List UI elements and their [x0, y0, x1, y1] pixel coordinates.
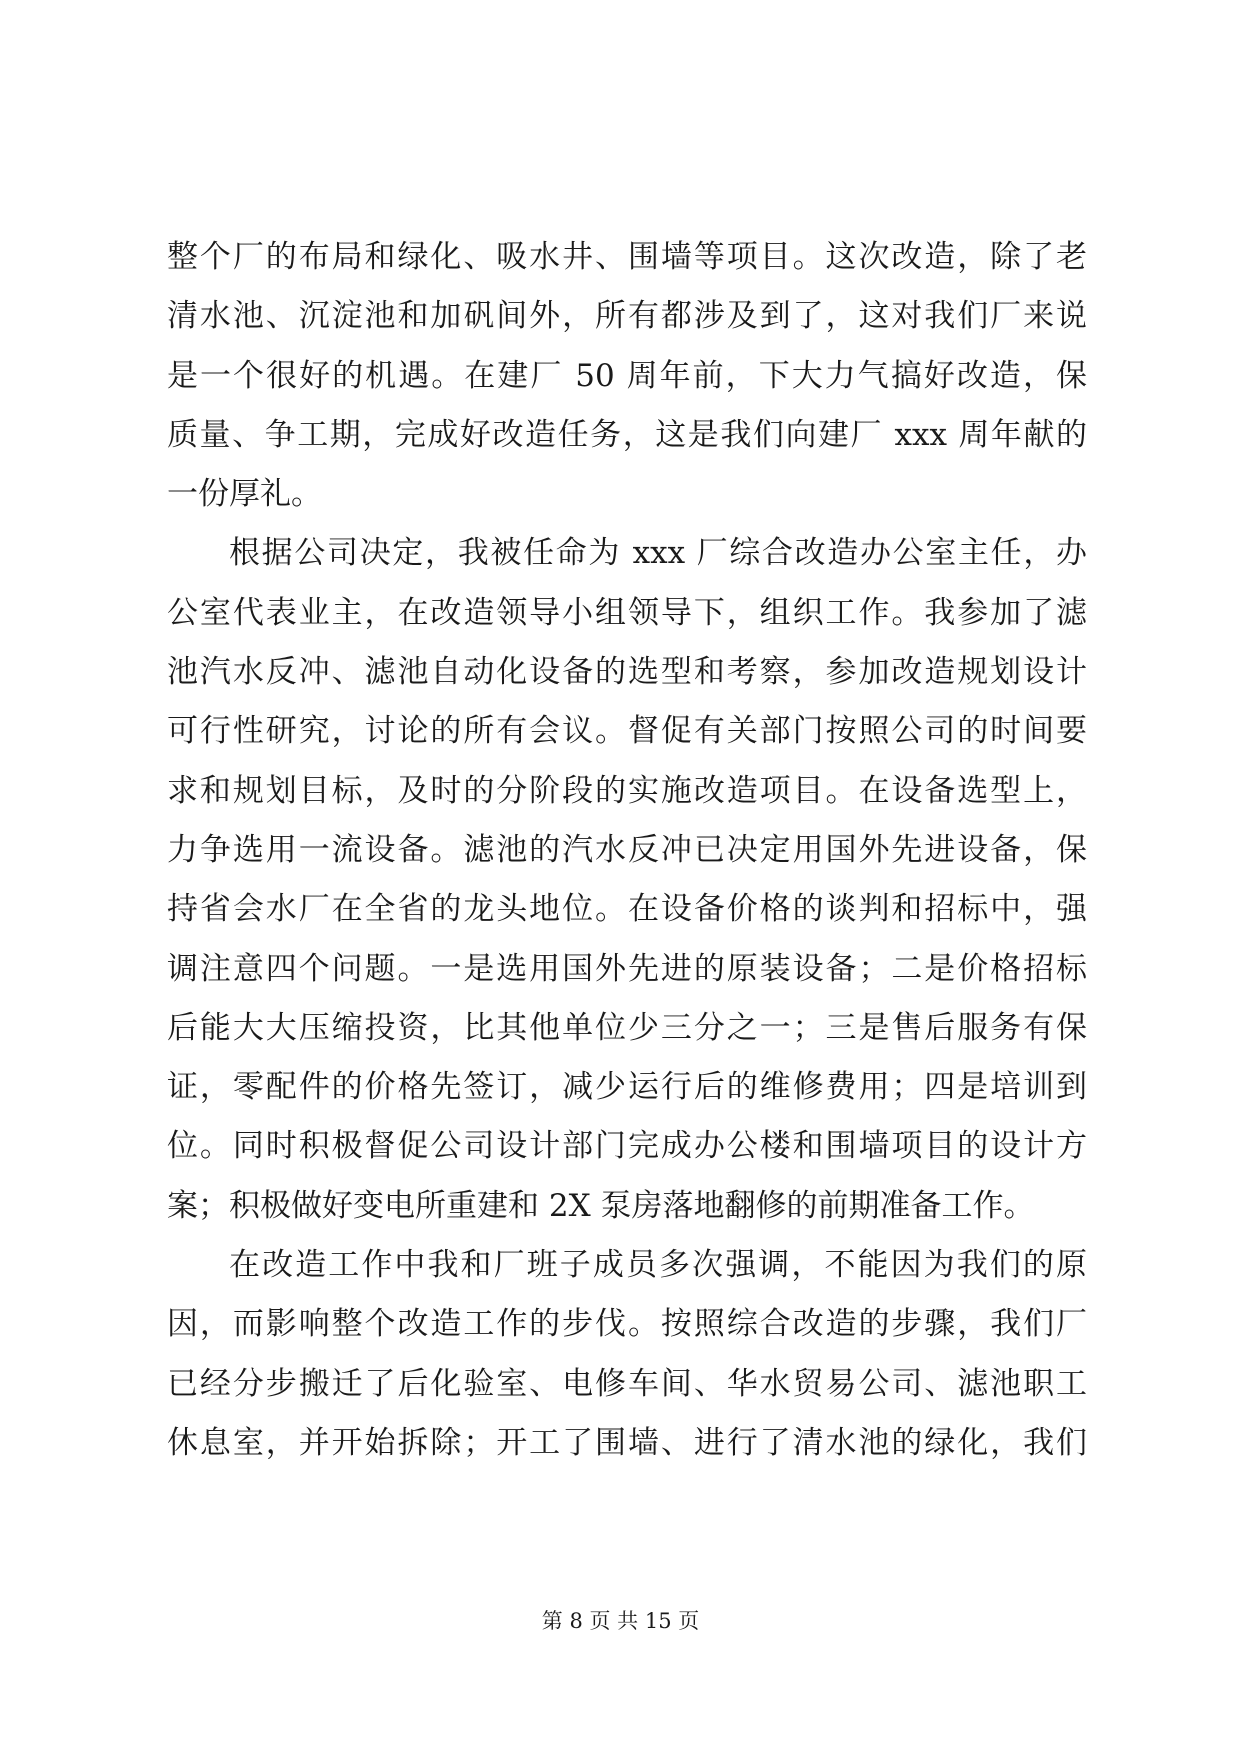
body-text [167, 228, 1087, 1473]
text-line: 是一个很好的机遇。在建厂 50 周年前，下大力气搞好改造，保 [167, 357, 1087, 394]
page-number-footer: 第 8 页 共 15 页 [541, 1609, 700, 1633]
text-line: 持省会水厂在全省的龙头地位。在设备价格的谈判和招标中，强 [167, 891, 1087, 928]
text-line: 质量、争工期，完成好改造任务，这是我们向建厂 xxx 周年献的 [167, 416, 1087, 453]
text-line: 求和规划目标，及时的分阶段的实施改造项目。在设备选型上， [167, 772, 1087, 809]
text-line: 案；积极做好变电所重建和 2X 泵房落地翻修的前期准备工作。 [167, 1187, 1035, 1224]
text-line: 位。同时积极督促公司设计部门完成办公楼和围墙项目的设计方 [167, 1128, 1087, 1165]
text-line: 已经分步搬迁了后化验室、电修车间、华水贸易公司、滤池职工 [167, 1365, 1087, 1402]
text-line: 整个厂的布局和绿化、吸水井、围墙等项目。这次改造，除了老 [167, 239, 1087, 275]
text-line: 可行性研究，讨论的所有会议。督促有关部门按照公司的时间要 [167, 713, 1087, 750]
text-line: 休息室，并开始拆除；开工了围墙、进行了清水池的绿化，我们 [167, 1424, 1087, 1461]
text-line: 在改造工作中我和厂班子成员多次强调，不能因为我们的原 [229, 1247, 1087, 1284]
text-line: 根据公司决定，我被任命为 xxx 厂综合改造办公室主任，办 [229, 535, 1087, 572]
text-line: 一份厚礼。 [167, 476, 322, 513]
text-line: 公室代表业主，在改造领导小组领导下，组织工作。我参加了滤 [167, 594, 1087, 631]
text-line: 力争选用一流设备。滤池的汽水反冲已决定用国外先进设备，保 [167, 831, 1087, 868]
text-line: 证，零配件的价格先签订，减少运行后的维修费用；四是培训到 [167, 1069, 1087, 1106]
text-line: 调注意四个问题。一是选用国外先进的原装设备；二是价格招标 [167, 950, 1087, 987]
text-line: 池汽水反冲、滤池自动化设备的选型和考察，参加改造规划设计 [167, 654, 1087, 691]
text-line: 后能大大压缩投资，比其他单位少三分之一；三是售后服务有保 [167, 1009, 1087, 1046]
text-line: 清水池、沉淀池和加矾间外，所有都涉及到了，这对我们厂来说 [167, 298, 1087, 335]
text-line: 因，而影响整个改造工作的步伐。按照综合改造的步骤，我们厂 [167, 1306, 1087, 1343]
